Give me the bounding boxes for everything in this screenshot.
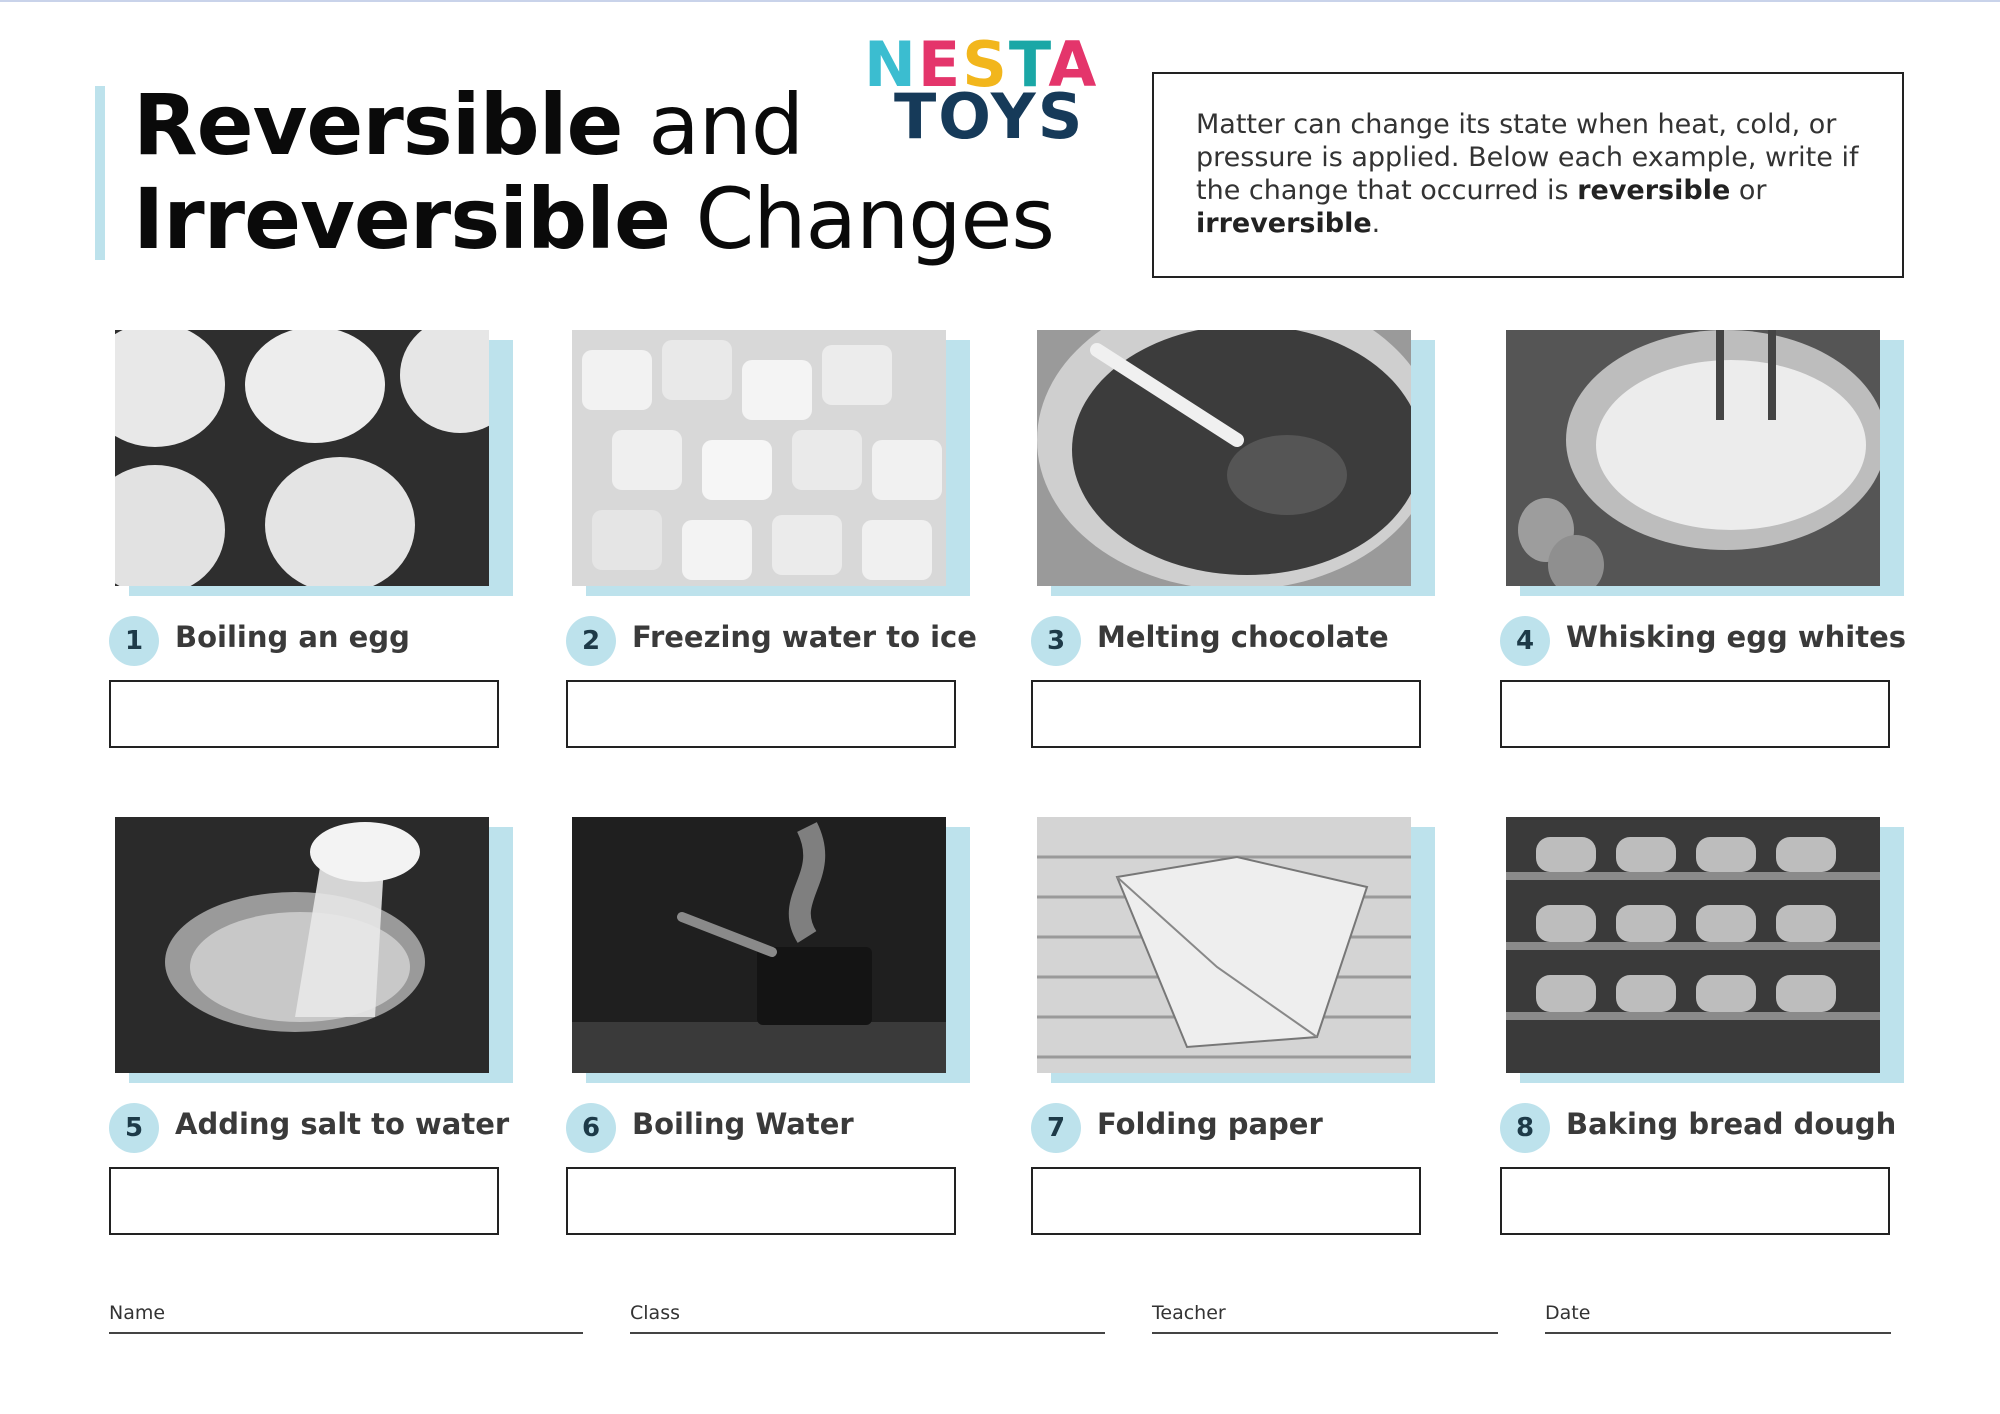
answer-box[interactable]	[566, 1167, 956, 1235]
answer-box[interactable]	[109, 1167, 499, 1235]
teacher-field[interactable]	[1152, 1302, 1498, 1334]
instructions-text: Matter can change its state when heat, cold, or pressure is applied. Below each example, write if the change that occurred is	[1196, 109, 1859, 206]
example-label: Boiling Water	[632, 1107, 854, 1141]
example-number-badge: 5	[109, 1103, 159, 1153]
photo-frame	[115, 330, 515, 598]
logo-letter: S	[1037, 80, 1085, 153]
example-number-badge: 2	[566, 616, 616, 666]
example-label: Freezing water to ice	[632, 620, 977, 654]
date-label: Date	[1545, 1302, 1591, 1324]
class-label: Class	[630, 1302, 680, 1324]
melting-chocolate-photo	[1037, 330, 1411, 586]
folded-newspaper-photo	[1037, 817, 1411, 1073]
title-word-and: and	[622, 76, 804, 174]
example-number-badge: 6	[566, 1103, 616, 1153]
answer-box[interactable]	[1500, 1167, 1890, 1235]
salt-pot-photo	[115, 817, 489, 1073]
example-label: Folding paper	[1097, 1107, 1323, 1141]
photo-frame	[572, 330, 972, 598]
photo-frame	[1506, 817, 1906, 1085]
photo-frame	[1037, 817, 1437, 1085]
photo-frame	[572, 817, 972, 1085]
name-field[interactable]	[109, 1302, 583, 1334]
title-line-2	[133, 172, 1054, 266]
example-number-badge: 1	[109, 616, 159, 666]
steaming-pot-photo	[572, 817, 946, 1073]
class-field[interactable]	[630, 1302, 1105, 1334]
logo-letter: S	[962, 28, 1009, 101]
answer-box[interactable]	[1031, 1167, 1421, 1235]
teacher-label: Teacher	[1152, 1302, 1226, 1324]
instructions-period: .	[1371, 208, 1381, 239]
title-accent-bar	[95, 86, 105, 260]
logo-row-2	[894, 80, 1084, 153]
boiled-eggs-photo	[115, 330, 489, 586]
logo-letter: Y	[990, 80, 1038, 153]
name-line[interactable]	[109, 1332, 583, 1334]
top-border-line	[0, 0, 2000, 2]
example-label: Baking bread dough	[1566, 1107, 1897, 1141]
logo-letter: E	[917, 28, 963, 101]
example-label: Boiling an egg	[175, 620, 410, 654]
instructions-or: or	[1730, 175, 1767, 206]
teacher-line[interactable]	[1152, 1332, 1498, 1334]
ice-cubes-photo	[572, 330, 946, 586]
name-label: Name	[109, 1302, 166, 1324]
instructions-box	[1152, 72, 1904, 278]
bread-tins-photo	[1506, 817, 1880, 1073]
answer-box[interactable]	[1500, 680, 1890, 748]
logo-letter: T	[1008, 28, 1049, 101]
photo-frame	[1037, 330, 1437, 598]
example-number-badge: 8	[1500, 1103, 1550, 1153]
logo-letter: O	[938, 80, 991, 153]
instructions-reversible: reversible	[1577, 175, 1731, 206]
logo-letter: T	[894, 80, 939, 153]
date-field[interactable]	[1545, 1302, 1891, 1334]
photo-frame	[115, 817, 515, 1085]
example-number-badge: 7	[1031, 1103, 1081, 1153]
class-line[interactable]	[630, 1332, 1105, 1334]
whisking-eggs-photo	[1506, 330, 1880, 586]
answer-box[interactable]	[109, 680, 499, 748]
instructions-irreversible: irreversible	[1196, 208, 1372, 239]
example-label: Whisking egg whites	[1566, 620, 1907, 654]
example-label: Melting chocolate	[1097, 620, 1389, 654]
logo-letter: N	[864, 28, 918, 101]
title-word-irreversible: Irreversible	[133, 170, 670, 268]
date-line[interactable]	[1545, 1332, 1891, 1334]
nesta-toys-logo	[860, 28, 1150, 153]
photo-frame	[1506, 330, 1906, 598]
example-label: Adding salt to water	[175, 1107, 510, 1141]
answer-box[interactable]	[566, 680, 956, 748]
example-number-badge: 4	[1500, 616, 1550, 666]
title-word-changes: Changes	[669, 170, 1054, 268]
answer-box[interactable]	[1031, 680, 1421, 748]
logo-letter: A	[1048, 28, 1099, 101]
example-number-badge: 3	[1031, 616, 1081, 666]
title-word-reversible: Reversible	[133, 76, 623, 174]
